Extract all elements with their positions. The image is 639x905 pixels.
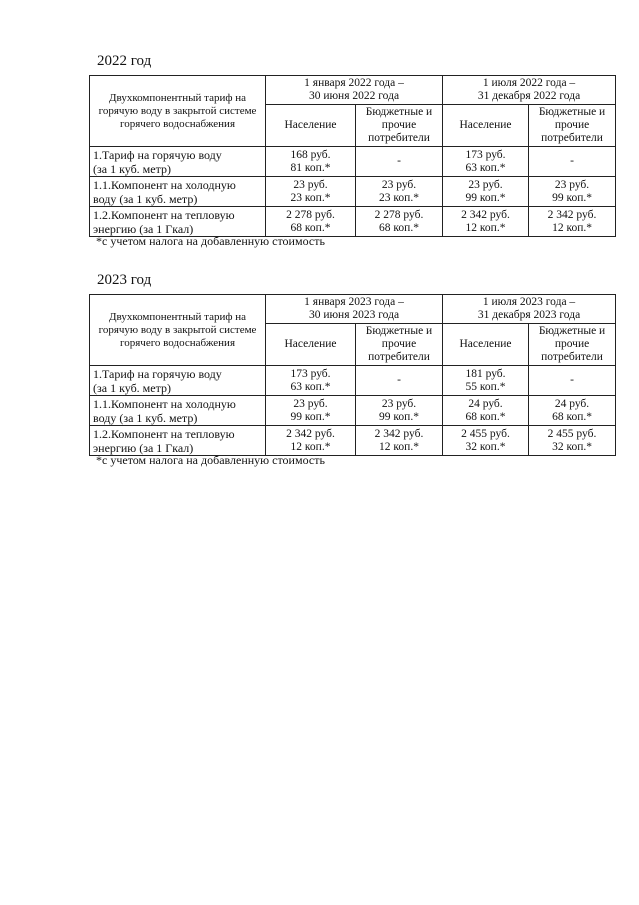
column-header: Бюджетные и прочие потребители xyxy=(529,105,616,147)
column-header: Бюджетные и прочие потребители xyxy=(356,324,443,366)
table-cell: 181 руб. 55 коп.* xyxy=(443,366,529,396)
tariff-table-2023 xyxy=(89,294,616,456)
table-cell: 23 руб. 99 коп.* xyxy=(266,396,356,426)
table-cell: 23 руб. 23 коп.* xyxy=(266,177,356,207)
period-header: 1 января 2022 года – 30 июня 2022 года xyxy=(266,76,443,105)
table-cell: 2 278 руб. 68 коп.* xyxy=(356,207,443,237)
table-row xyxy=(90,396,616,426)
table-cell: 168 руб. 81 коп.* xyxy=(266,147,356,177)
table-cell: - xyxy=(356,366,443,396)
row-label: 1.Тариф на горячую воду (за 1 куб. метр) xyxy=(90,147,266,177)
tariff-table-2022 xyxy=(89,75,616,237)
table-cell: 24 руб. 68 коп.* xyxy=(443,396,529,426)
table-cell: 173 руб. 63 коп.* xyxy=(266,366,356,396)
period-header: 1 июля 2023 года – 31 декабря 2023 года xyxy=(443,295,616,324)
table-cell: 23 руб. 99 коп.* xyxy=(356,396,443,426)
column-header: Бюджетные и прочие потребители xyxy=(356,105,443,147)
row-label: 1.2.Компонент на тепловую энергию (за 1 Гкал) xyxy=(90,207,266,237)
table-row xyxy=(90,426,616,456)
table-row xyxy=(90,147,616,177)
period-header: 1 января 2023 года – 30 июня 2023 года xyxy=(266,295,443,324)
table-corner-header: Двухкомпонентный тариф на горячую воду в закрытой системе горячего водоснабжения xyxy=(90,295,266,366)
row-label: 1.1.Компонент на холодную воду (за 1 куб. метр) xyxy=(90,396,266,426)
table-cell: 2 342 руб. 12 коп.* xyxy=(266,426,356,456)
vat-footnote: *с учетом налога на добавленную стоимость xyxy=(96,453,325,467)
table-cell: 24 руб. 68 коп.* xyxy=(529,396,616,426)
table-cell: 2 342 руб. 12 коп.* xyxy=(356,426,443,456)
period-header: 1 июля 2022 года – 31 декабря 2022 года xyxy=(443,76,616,105)
table-row xyxy=(90,207,616,237)
table-cell: 2 342 руб. 12 коп.* xyxy=(529,207,616,237)
column-header: Население xyxy=(266,324,356,366)
year-title-2023: 2023 год xyxy=(97,272,152,288)
table-cell: 2 278 руб. 68 коп.* xyxy=(266,207,356,237)
table-cell: - xyxy=(529,366,616,396)
row-label: 1.Тариф на горячую воду (за 1 куб. метр) xyxy=(90,366,266,396)
row-label: 1.2.Компонент на тепловую энергию (за 1 Гкал) xyxy=(90,426,266,456)
row-label: 1.1.Компонент на холодную воду (за 1 куб. метр) xyxy=(90,177,266,207)
table-cell: 2 342 руб. 12 коп.* xyxy=(443,207,529,237)
table-corner-header: Двухкомпонентный тариф на горячую воду в закрытой системе горячего водоснабжения xyxy=(90,76,266,147)
table-row xyxy=(90,177,616,207)
vat-footnote: *с учетом налога на добавленную стоимость xyxy=(96,234,325,248)
table-cell: 173 руб. 63 коп.* xyxy=(443,147,529,177)
column-header: Население xyxy=(443,105,529,147)
column-header: Бюджетные и прочие потребители xyxy=(529,324,616,366)
year-title-2022: 2022 год xyxy=(97,53,152,69)
table-row xyxy=(90,366,616,396)
table-cell: 2 455 руб. 32 коп.* xyxy=(443,426,529,456)
table-cell: - xyxy=(356,147,443,177)
column-header: Население xyxy=(266,105,356,147)
column-header: Население xyxy=(443,324,529,366)
table-cell: 23 руб. 99 коп.* xyxy=(443,177,529,207)
table-cell: 2 455 руб. 32 коп.* xyxy=(529,426,616,456)
table-cell: 23 руб. 99 коп.* xyxy=(529,177,616,207)
table-cell: 23 руб. 23 коп.* xyxy=(356,177,443,207)
table-cell: - xyxy=(529,147,616,177)
